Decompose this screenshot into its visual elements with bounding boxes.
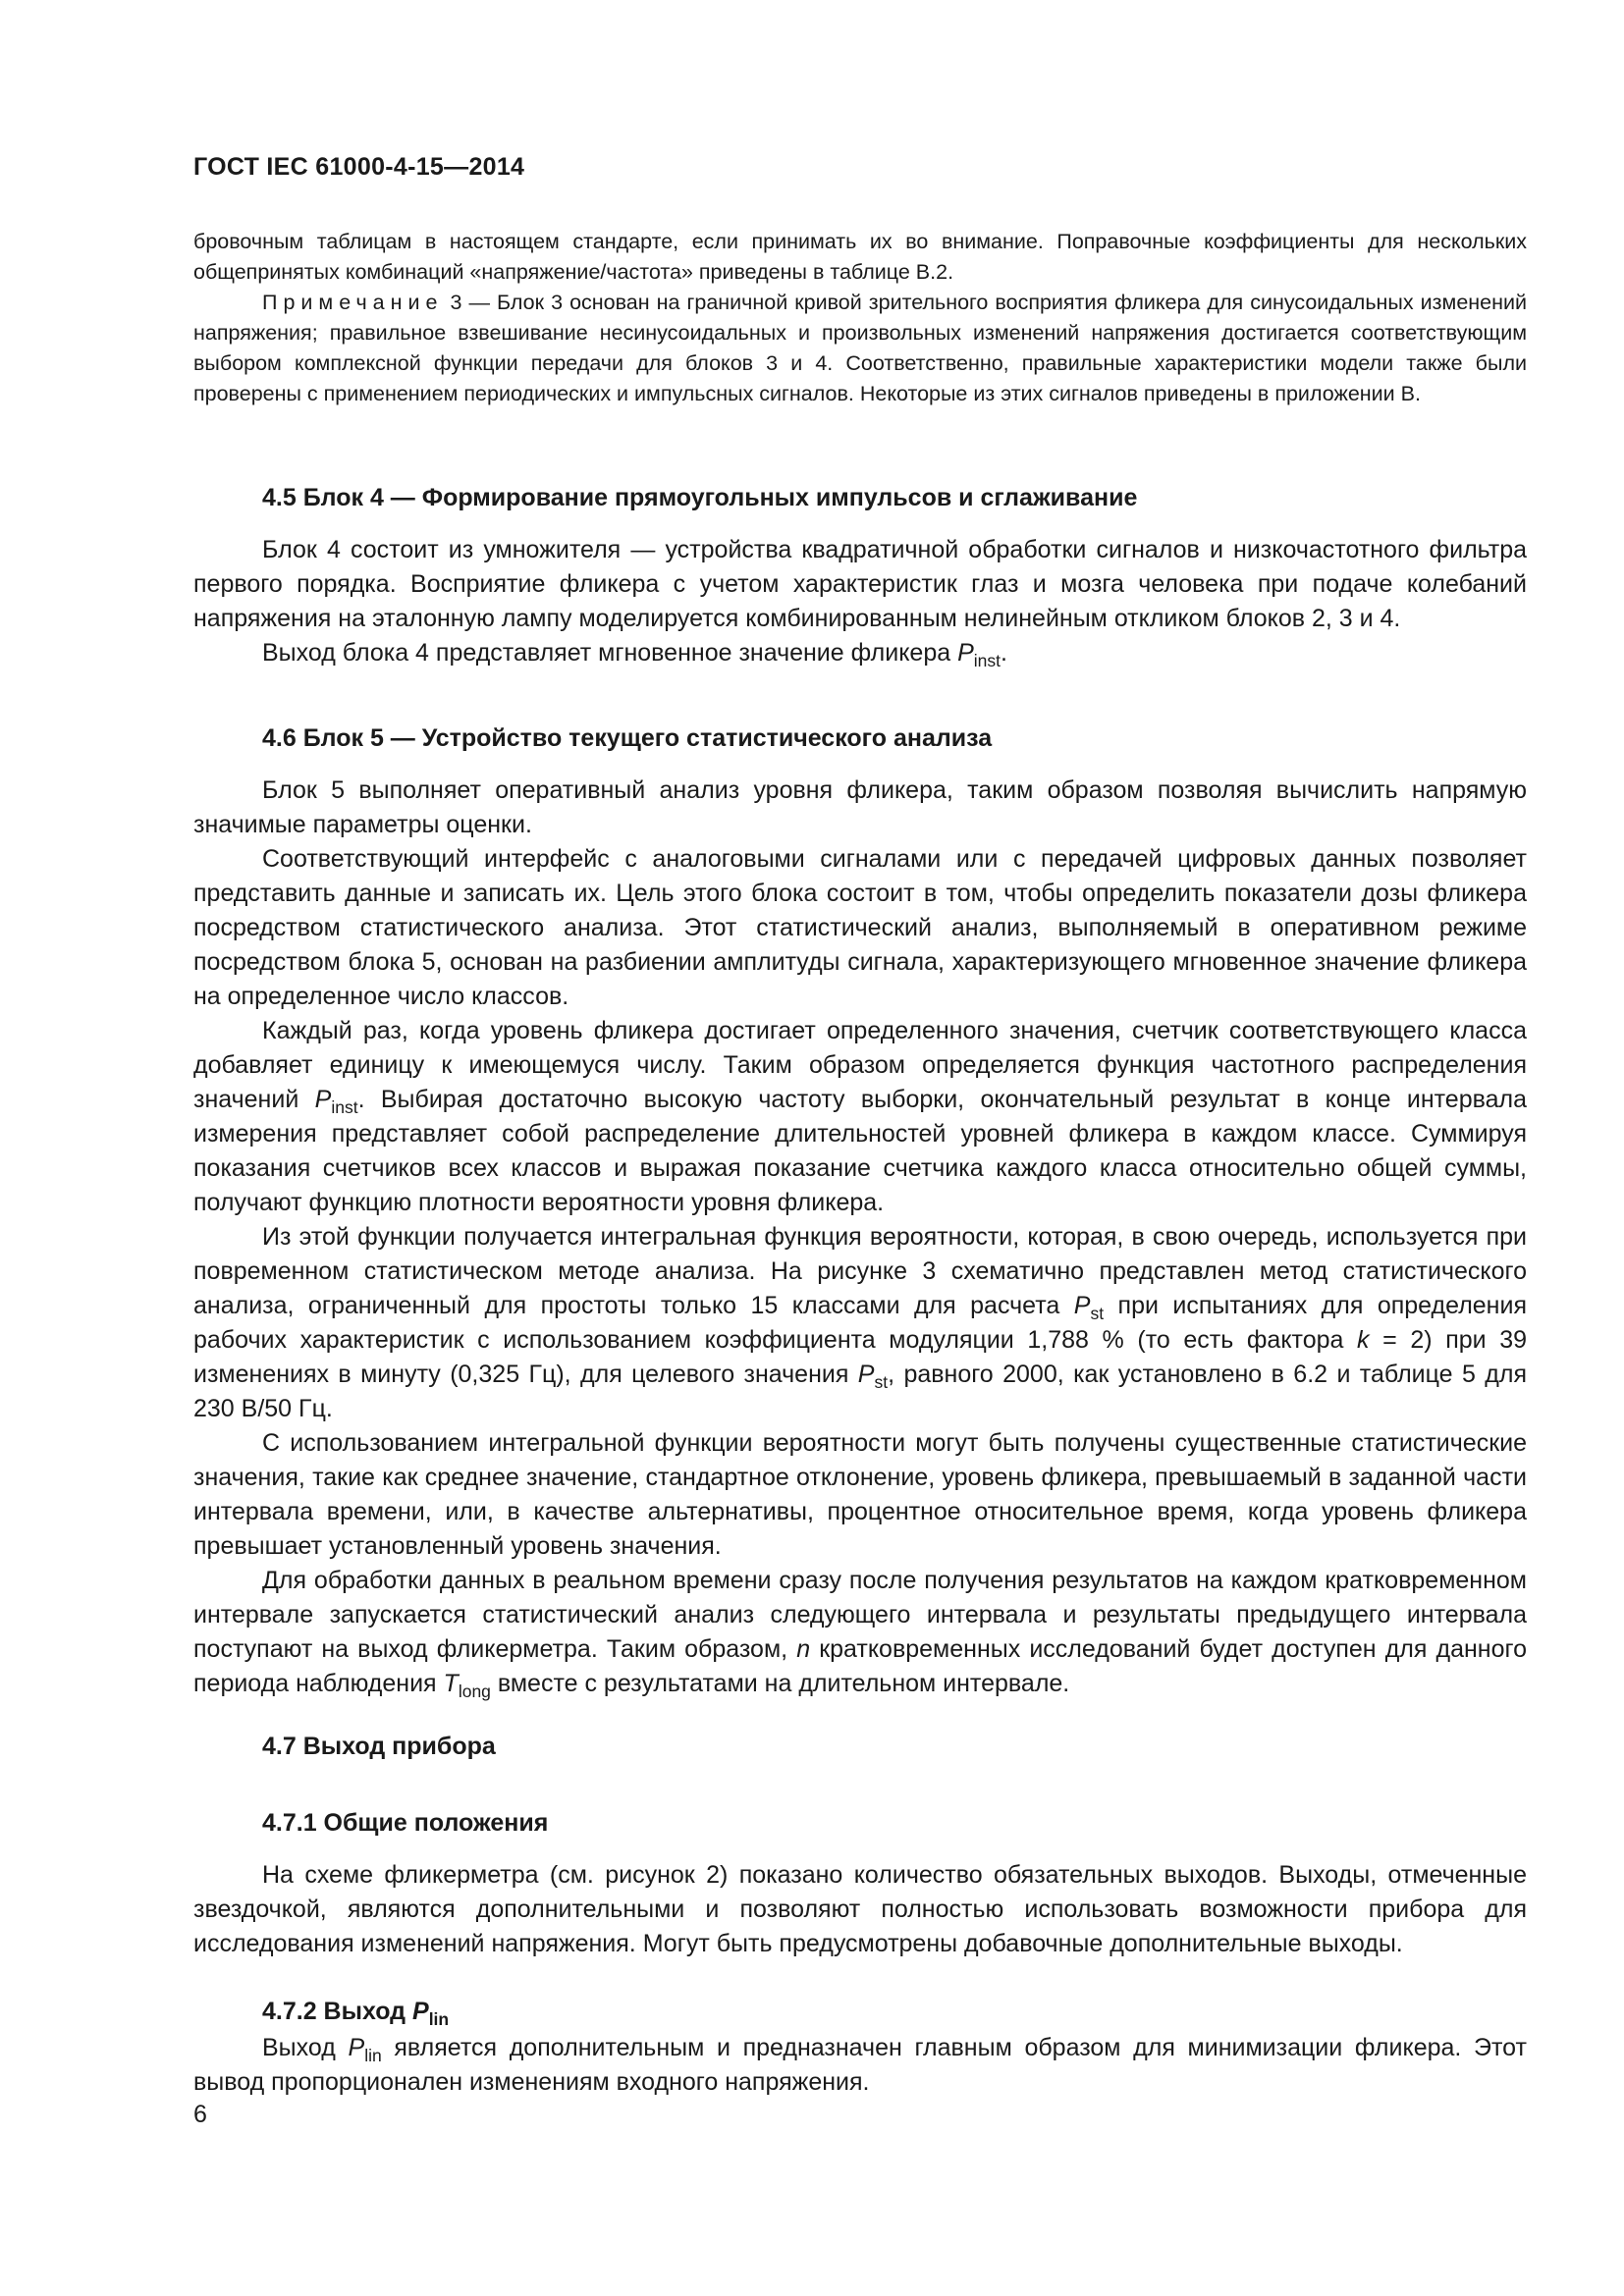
intro-text: [193, 227, 1527, 409]
paragraph: На схеме фликерметра (см. рисунок 2) показано количество обязательных выходов. Выходы, отмеченные звездочкой, являются дополнительными и позволяют полностью использовать возможности прибора для исследования изменений напряжения. Могут быть предусмотрены добавочные дополнительные выходы.: [193, 1861, 1527, 1957]
paragraph: Из этой функции получается интегральная функция вероятности, которая, в свою очередь, используется при повременном статистическом методе анализа. На рисунке 3 схематично представлен метод статистического анализа, ограниченный для простоты только 15 классами для расчета $P_{st}$ при испытаниях для определения рабочих характеристик с использованием коэффициента модуляции 1,788 % (то есть фактора k = 2) при 39 изменениях в минуту (0,325 Гц), для целевого значения $P_{st}$, равного 2000, как установлено в 6.2 и таблице 5 для 230 В/50 Гц.: [193, 1223, 1528, 1422]
page-number: 6: [193, 2101, 207, 2128]
note-label: Примечание: [262, 291, 444, 314]
section-heading-4-5: 4.5 Блок 4 — Формирование прямоугольных импульсов и сглаживание: [262, 484, 1138, 511]
section-heading-4-6: 4.6 Блок 5 — Устройство текущего статистического анализа: [262, 724, 993, 752]
section-heading-4-7-1: 4.7.1 Общие положения: [262, 1809, 549, 1837]
section-heading-4-7: 4.7 Выход прибора: [262, 1733, 496, 1760]
document-header: ГОСТ IEC 61000-4-15—2014: [193, 153, 525, 181]
paragraph: Каждый раз, когда уровень фликера достигает определенного значения, счетчик соответствующего класса добавляет единицу к имеющемуся числу. Таким образом определяется функция частотного распределения значений $P_{inst}$. Выбирая достаточно высокую частоту выборки, окончательный результат в конце интервала измерения представляет собой распределение длительностей уровней фликера в каждом классе. Суммируя показания счетчиков всех классов и выражая показание счетчика каждого класса относительно общей суммы, получают функцию плотности вероятности уровня фликера.: [193, 1017, 1527, 1216]
note-paragraph: [193, 288, 1527, 409]
section-4-7-2-body: [193, 2031, 1527, 2100]
section-heading-4-7-2: 4.7.2 Выход $P_{lin}$: [262, 1998, 450, 2030]
paragraph: Выход $P_{lin}$ является дополнительным и предназначен главным образом для минимизации фликера. Этот вывод пропорционален изменениям входного напряжения.: [193, 2034, 1527, 2096]
paragraph: С использованием интегральной функции вероятности могут быть получены существенные статистические значения, такие как среднее значение, стандартное отклонение, уровень фликера, превышаемый в заданной части интервала времени, или, в качестве альтернативы, процентное относительное время, когда уровень фликера превышает установленный уровень значения.: [193, 1429, 1527, 1560]
paragraph: Выход блока 4 представляет мгновенное значение фликера $P_{inst}$.: [262, 639, 1007, 671]
section-4-7-1-body: [193, 1858, 1527, 1961]
note-text: 3 — Блок 3 основан на граничной кривой зрительного восприятия фликера для синусоидальных изменений напряжения; правильное взвешивание несинусоидальных и произвольных изменений напряжения достигается соответствующим выбором комплексной функции передачи для блоков 3 и 4. Соответственно, правильные характеристики модели также были проверены с применением периодических и импульсных сигналов. Некоторые из этих сигналов приведены в приложении В.: [193, 291, 1527, 405]
section-4-6-body: [193, 774, 1527, 1701]
paragraph: Соответствующий интерфейс с аналоговыми сигналами или с передачей цифровых данных позволяет представить данные и записать их. Цель этого блока состоит в том, чтобы определить показатели дозы фликера посредством статистического анализа. Этот статистический анализ, выполняемый в оперативном режиме посредством блока 5, основан на разбиении амплитуды сигнала, характеризующего мгновенное значение фликера на определенное число классов.: [193, 845, 1527, 1010]
paragraph: Блок 5 выполняет оперативный анализ уровня фликера, таким образом позволяя вычислить напрямую значимые параметры оценки.: [193, 776, 1527, 838]
paragraph: Для обработки данных в реальном времени сразу после получения результатов на каждом кратковременном интервале запускается статистический анализ следующего интервала и результаты предыдущего интервала поступают на выход фликерметра. Таким образом, n кратковременных исследований будет доступен для данного периода наблюдения $T_{long}$ вместе с результатами на длительном интервале.: [193, 1567, 1527, 1702]
paragraph: Блок 4 состоит из умножителя — устройства квадратичной обработки сигналов и низкочастотного фильтра первого порядка. Восприятие фликера с учетом характеристик глаз и мозга человека при подаче колебаний напряжения на эталонную лампу моделируется комбинированным нелинейным откликом блоков 2, 3 и 4.: [193, 536, 1527, 632]
section-4-5-body: [193, 533, 1527, 670]
paragraph: бровочным таблицам в настоящем стандарте, если принимать их во внимание. Поправочные коэффициенты для нескольких общепринятых комбинаций «напряжение/частота» приведены в таблице В.2.: [193, 230, 1527, 284]
